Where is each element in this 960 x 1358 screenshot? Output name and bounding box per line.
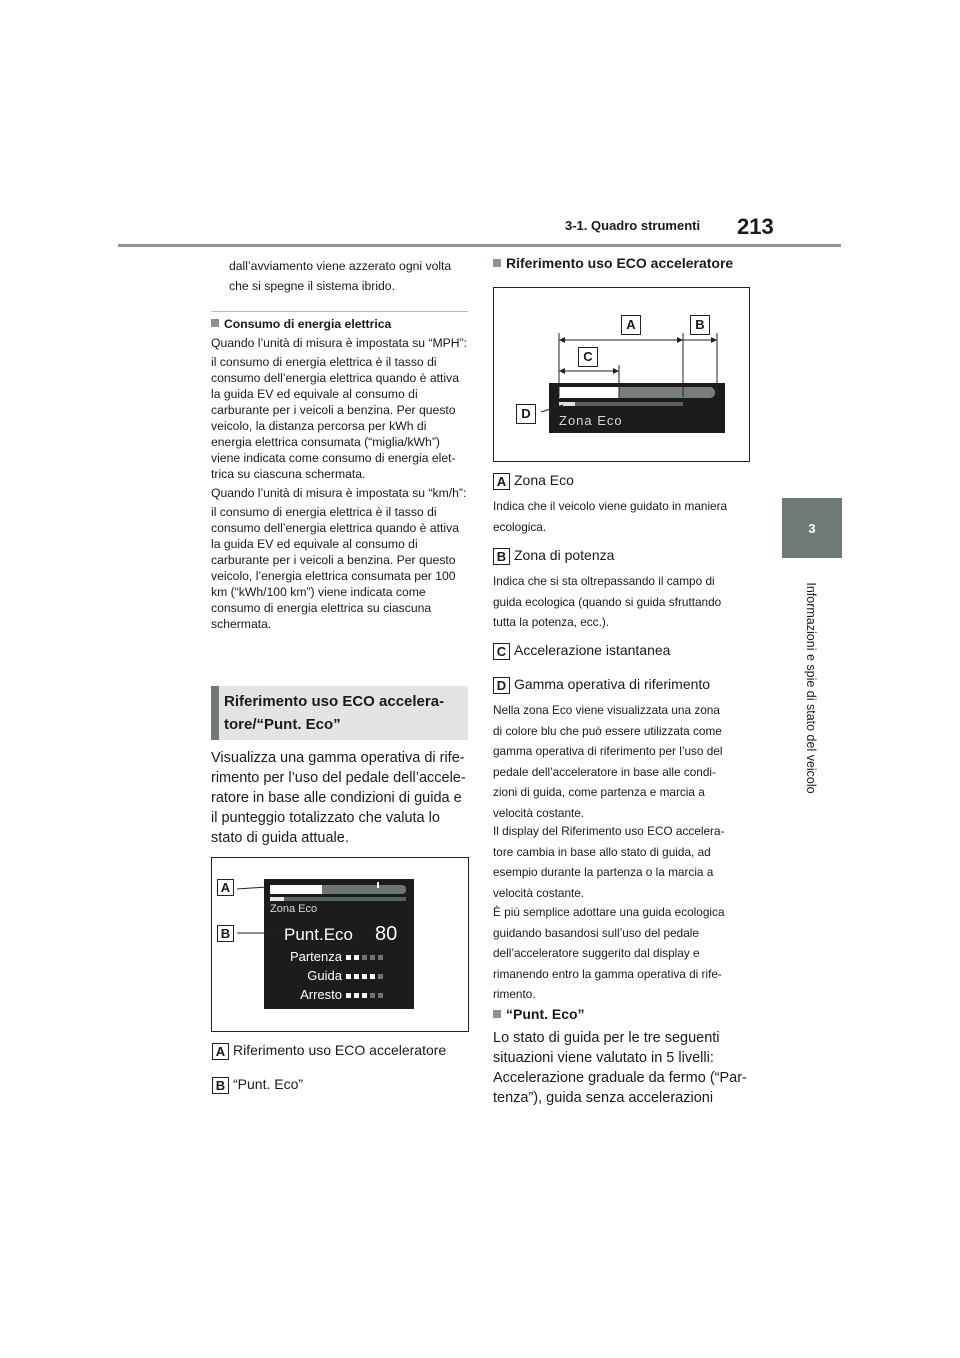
- diagram-label-a: A: [621, 315, 645, 335]
- score-row-label: Guida: [307, 968, 342, 983]
- chapter-title-text: Informazioni e spie di stato del veicolo: [804, 582, 818, 794]
- item-b-title: B Zona di potenza: [493, 547, 614, 565]
- accel-zone-label: Zona Eco: [559, 413, 623, 428]
- energy-paragraph: il consumo di energia elettrica è il tasso di consumo dell’energia elettrica quando è attiva la guida EV ed equivale al consumo di carburante per i veicoli a benzina. Per questo veicolo, l’energia elettrica consumata per 100 km (“kWh/100 km”) viene indicata come consumo di energia elettrica su ciascuna schermata.: [211, 505, 459, 631]
- right-heading: Riferimento uso ECO acceleratore: [493, 255, 733, 271]
- chapter-title: [726, 572, 896, 804]
- extra-paragraph: Il display del Riferimento uso ECO accelera- tore cambia in base allo stato di guida, ad esempio durante la partenza o la marcia a velocità costante.: [493, 824, 725, 900]
- diagram-label-c: C: [578, 347, 602, 367]
- square-bullet-icon: [211, 319, 219, 327]
- item-c-title: C Accelerazione istantanea: [493, 642, 670, 660]
- item-d-desc: Nella zona Eco viene visualizzata una zona di colore blu che può essere utilizzata come gamma operativa di riferimento per l’uso del pedale dell’acceleratore in base alle condi- zioni di guida, come partenza e marcia a velocità costante.: [493, 703, 723, 820]
- item-a-title: A Zona Eco: [493, 472, 574, 490]
- legend-item-b: B “Punt. Eco”: [212, 1076, 303, 1094]
- punt-text: Lo stato di guida per le tre seguenti situazioni viene valutato in 5 livelli: Accelerazione graduale da fermo (“Par- tenza”), guida senza accelerazioni: [493, 1030, 747, 1106]
- diagram-label-d: D: [516, 404, 540, 424]
- score-label: Punt.Eco: [284, 925, 353, 944]
- punt-heading: “Punt. Eco”: [493, 1006, 585, 1022]
- score-value: 80: [375, 923, 398, 945]
- divider: [211, 311, 468, 312]
- display-leader-lines: [211, 857, 467, 1030]
- intro-line: che si spegne il sistema ibrido.: [229, 279, 395, 293]
- extra-paragraph: È più semplice adottare una guida ecologica guidando basandosi sull’uso del pedale dell’acceleratore suggerito dal display e rimanendo entro la gamma operativa di rife- rimento.: [493, 905, 725, 1001]
- zone-eco-label: Zona Eco: [270, 903, 318, 915]
- energy-paragraph: Quando l’unità di misura è impostata su “MPH”:: [211, 336, 468, 350]
- energy-paragraph: Quando l’unità di misura è impostata su “km/h”:: [211, 486, 467, 500]
- energy-paragraph: il consumo di energia elettrica è il tasso di consumo dell’energia elettrica quando è attiva la guida EV ed equivale al consumo di carburante per i veicoli a benzina. Per questo veicolo, la distanza percorsa per kWh di energia elettrica consumata (“miglia/kWh”) viene indicata come consumo di energia elet-trica su ciascuna schermata.: [211, 355, 459, 481]
- score-row-label: Arresto: [300, 987, 342, 1002]
- chapter-tab[interactable]: 3: [782, 498, 842, 558]
- callout-accent: [211, 686, 219, 740]
- label-a-box: A: [217, 879, 238, 897]
- item-b-desc: Indica che si sta oltrepassando il campo di guida ecologica (quando si guida sfruttando tutta la potenza, ecc.).: [493, 574, 722, 629]
- diagram-label-b: B: [690, 315, 714, 335]
- score-row-label: Partenza: [289, 949, 342, 964]
- body-text: Visualizza una gamma operativa di rife- rimento per l’uso del pedale dell’accele- ratore in base alle condizioni di guida e il punteggio totalizzato che valuta lo stato di guida attuale.: [211, 750, 466, 846]
- energy-section: [211, 316, 468, 632]
- item-d-title: D Gamma operativa di riferimento: [493, 676, 710, 694]
- square-bullet-icon: [493, 1010, 501, 1018]
- page-number: 213: [737, 214, 774, 239]
- legend-item-a: A Riferimento uso ECO acceleratore: [212, 1042, 446, 1060]
- callout-heading: Riferimento uso ECO accelera- tore/“Punt. Eco”: [224, 693, 445, 733]
- energy-heading: Consumo di energia elettrica: [211, 316, 468, 332]
- accel-leader-lines: [493, 287, 748, 460]
- header-divider: [118, 244, 841, 247]
- intro-line: dall’avviamento viene azzerato ogni volta: [229, 259, 452, 273]
- label-b-box: B: [217, 925, 238, 943]
- intro-text: [229, 256, 451, 296]
- item-a-desc: Indica che il veicolo viene guidato in maniera ecologica.: [493, 499, 728, 534]
- section-title: 3-1. Quadro strumenti: [565, 218, 701, 233]
- square-bullet-icon: [493, 259, 501, 267]
